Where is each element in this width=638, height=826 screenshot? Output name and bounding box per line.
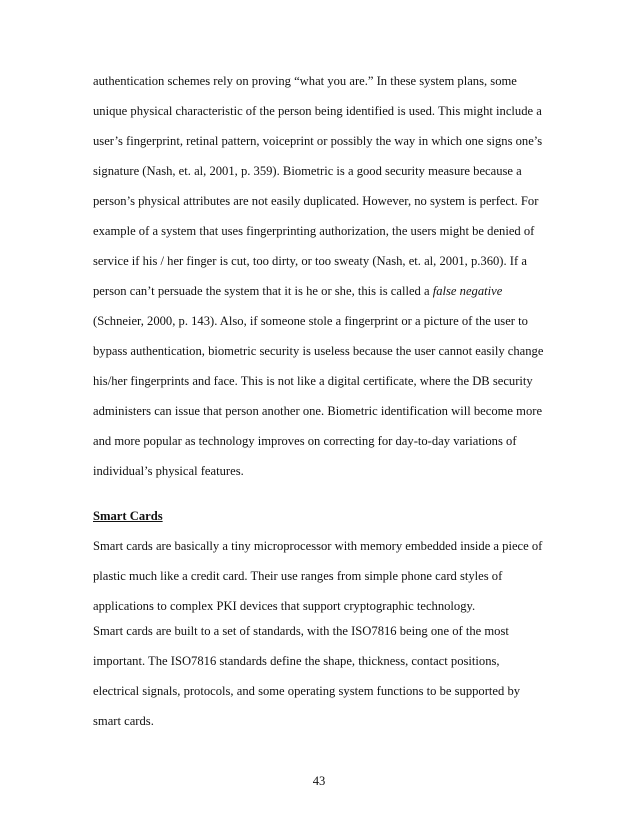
paragraph-1-line-8-text: person can’t persuade the system that it is he or she, this is called a [93, 284, 433, 298]
paragraph-1-line-9: (Schneier, 2000, p. 143). Also, if someone stole a fingerprint or a picture of the user to [93, 314, 528, 328]
paragraph-2-line-2: plastic much like a credit card. Their use ranges from simple phone card styles of [93, 569, 503, 583]
paragraph-1-line-7: service if his / her finger is cut, too dirty, or too sweaty (Nash, et. al, 2001, p.360). If a [93, 254, 527, 268]
paragraph-1-line-14: individual’s physical features. [93, 464, 244, 478]
page-number: 43 [312, 774, 326, 788]
paragraph-1-line-10: bypass authentication, biometric security is useless because the user cannot easily change [93, 344, 544, 358]
paragraph-1-line-2: unique physical characteristic of the person being identified is used. This might include a [93, 104, 542, 118]
paragraph-1-line-3: user’s fingerprint, retinal pattern, voiceprint or possibly the way in which one signs one’s [93, 134, 543, 148]
section-heading-smart-cards: Smart Cards [93, 509, 163, 523]
paragraph-2-line-3: applications to complex PKI devices that support cryptographic technology. [93, 599, 476, 613]
paragraph-1-line-6: example of a system that uses fingerprinting authorization, the users might be denied of [93, 224, 535, 238]
paragraph-3-line-3: electrical signals, protocols, and some operating system functions to be supported by [93, 684, 521, 698]
paragraph-1-line-5: person’s physical attributes are not easily duplicated. However, no system is perfect. For [93, 194, 539, 208]
paragraph-1-line-1: authentication schemes rely on proving “what you are.” In these system plans, some [93, 74, 517, 88]
paragraph-1-line-4: signature (Nash, et. al, 2001, p. 359). Biometric is a good security measure because a [93, 164, 522, 178]
paragraph-1-line-11: his/her fingerprints and face. This is not like a digital certificate, where the DB security [93, 374, 533, 388]
paragraph-3-line-1: Smart cards are built to a set of standards, with the ISO7816 being one of the most [93, 624, 509, 638]
false-negative-term: false negative [432, 284, 503, 298]
paragraph-3-line-4: smart cards. [93, 714, 154, 728]
paragraph-1-line-8 [93, 283, 502, 299]
paragraph-2-line-1: Smart cards are basically a tiny microprocessor with memory embedded inside a piece of [93, 539, 543, 553]
paragraph-1-line-12: administers can issue that person another one. Biometric identification will become more [93, 404, 543, 418]
paragraph-3-line-2: important. The ISO7816 standards define the shape, thickness, contact positions, [93, 654, 500, 668]
paragraph-1-line-13: and more popular as technology improves on correcting for day-to-day variations of [93, 434, 517, 448]
